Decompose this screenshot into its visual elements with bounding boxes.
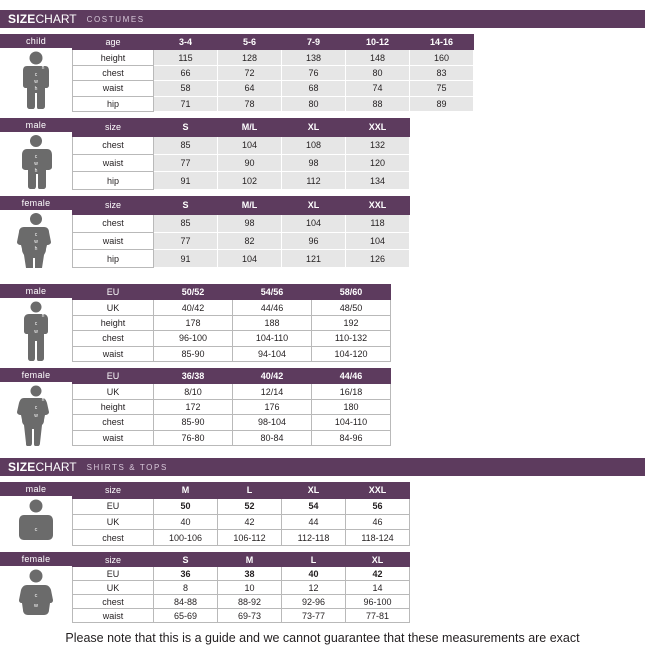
header-label: size <box>73 553 154 567</box>
header-label: EU <box>73 285 154 300</box>
female-figure-tall <box>0 382 72 448</box>
cell: 12 <box>282 581 346 595</box>
row-label: hip <box>73 250 154 268</box>
table-row-header <box>73 553 451 567</box>
col-header-5: 14-16 <box>410 35 474 50</box>
table-row <box>73 595 451 609</box>
row-label: chest <box>73 530 154 546</box>
cell: 56 <box>346 498 410 514</box>
col-header-1: 36/38 <box>154 369 233 384</box>
banner-size-word: SIZE <box>8 12 36 26</box>
cell: 77-81 <box>346 609 410 623</box>
header-label: size <box>73 119 154 137</box>
cell: 84-88 <box>154 595 218 609</box>
cell <box>410 609 451 623</box>
table-male-eu <box>72 284 440 362</box>
cell: 85 <box>154 136 218 154</box>
cell: 16/18 <box>312 384 391 399</box>
cell: 48/50 <box>312 300 391 315</box>
header-label: EU <box>73 369 154 384</box>
male-figure-column <box>0 118 72 190</box>
male-figure <box>0 132 72 192</box>
cell: 104 <box>218 250 282 268</box>
table-row-header <box>73 197 474 215</box>
cell: 92-96 <box>282 595 346 609</box>
cell: 72 <box>218 65 282 80</box>
cell: 42 <box>218 514 282 530</box>
col-header-2: L <box>218 483 282 499</box>
child-figure <box>0 48 72 114</box>
cell: 134 <box>346 172 410 190</box>
female-tall-figure-column <box>0 368 72 446</box>
table-row-header <box>73 119 474 137</box>
table-row <box>73 581 451 595</box>
col-header-3: L <box>282 553 346 567</box>
svg-text:w: w <box>34 603 38 609</box>
female-figure <box>0 210 72 270</box>
col-header-1: S <box>154 197 218 215</box>
cell: 118 <box>346 214 410 232</box>
cell: 115 <box>154 50 218 65</box>
svg-text:c: c <box>34 321 38 327</box>
cell <box>391 384 440 399</box>
block-male-costume <box>0 118 645 190</box>
cell: 76 <box>282 65 346 80</box>
tag-female: female <box>0 196 72 210</box>
table-row <box>73 214 474 232</box>
svg-text:w: w <box>34 79 38 85</box>
table-row <box>73 154 474 172</box>
svg-text:c: c <box>34 232 38 238</box>
col-header-3: 58/60 <box>312 285 391 300</box>
row-label: EU <box>73 567 154 581</box>
tag-female: female <box>0 552 72 566</box>
banner-subtitle: COSTUMES <box>86 14 145 24</box>
banner-chart-word: CHART <box>35 460 77 474</box>
block-male-shirt <box>0 482 645 546</box>
cell: 77 <box>154 232 218 250</box>
svg-text:h: h <box>34 86 38 92</box>
row-label: waist <box>73 81 154 96</box>
table-row <box>73 530 451 546</box>
female-figure-column <box>0 196 72 268</box>
col-header-5 <box>410 483 451 499</box>
table-row <box>73 136 474 154</box>
cell <box>391 315 440 330</box>
block-female-eu <box>0 368 645 446</box>
col-header-3: 7-9 <box>282 35 346 50</box>
cell: 54 <box>282 498 346 514</box>
cell: 104-120 <box>312 346 391 361</box>
row-label: UK <box>73 581 154 595</box>
block-male-eu <box>0 284 645 362</box>
male-tall-figure-column <box>0 284 72 362</box>
row-label: waist <box>73 232 154 250</box>
cell: 104 <box>218 136 282 154</box>
col-header-4: XL <box>346 553 410 567</box>
table-row-header <box>73 285 440 300</box>
row-label: chest <box>73 415 154 430</box>
col-header-4: XXL <box>346 483 410 499</box>
cell: 94-104 <box>233 346 312 361</box>
tag-male: male <box>0 284 72 298</box>
banner-chart-word: CHART <box>35 12 77 26</box>
cell: 98 <box>218 214 282 232</box>
svg-text:w: w <box>34 239 38 245</box>
col-header-1: S <box>154 553 218 567</box>
cell: 118-124 <box>346 530 410 546</box>
cell: 36 <box>154 567 218 581</box>
svg-text:c: c <box>34 405 38 411</box>
header-label: size <box>73 483 154 499</box>
table-row <box>73 65 474 80</box>
cell: 65-69 <box>154 609 218 623</box>
col-header-1: S <box>154 119 218 137</box>
cell: 138 <box>282 50 346 65</box>
table-male-costume <box>72 118 474 190</box>
row-label: waist <box>73 154 154 172</box>
cell: 188 <box>233 315 312 330</box>
cell <box>391 300 440 315</box>
cell: 96-100 <box>154 331 233 346</box>
cell <box>410 214 474 232</box>
table-row <box>73 232 474 250</box>
banner-shirts-tops <box>0 458 645 476</box>
cell: 192 <box>312 315 391 330</box>
banner-costumes <box>0 10 645 28</box>
cell: 38 <box>218 567 282 581</box>
cell: 126 <box>346 250 410 268</box>
col-header-4: XXL <box>346 119 410 137</box>
tag-female: female <box>0 368 72 382</box>
cell: 91 <box>154 172 218 190</box>
table-row <box>73 609 451 623</box>
cell: 80 <box>346 65 410 80</box>
male-torso <box>0 496 72 548</box>
table-row <box>73 415 440 430</box>
cell: 44 <box>282 514 346 530</box>
table-row <box>73 250 474 268</box>
row-label: chest <box>73 136 154 154</box>
cell: 68 <box>282 81 346 96</box>
cell <box>410 136 474 154</box>
cell: 82 <box>218 232 282 250</box>
cell <box>410 232 474 250</box>
svg-text:h: h <box>41 313 45 319</box>
cell: 52 <box>218 498 282 514</box>
row-label: chest <box>73 331 154 346</box>
cell: 148 <box>346 50 410 65</box>
row-label: height <box>73 50 154 65</box>
col-header-1: 50/52 <box>154 285 233 300</box>
cell: 89 <box>410 96 474 111</box>
cell: 102 <box>218 172 282 190</box>
cell: 90 <box>218 154 282 172</box>
row-label: hip <box>73 172 154 190</box>
cell: 112 <box>282 172 346 190</box>
row-label: waist <box>73 609 154 623</box>
cell <box>410 530 451 546</box>
cell <box>391 430 440 445</box>
cell: 66 <box>154 65 218 80</box>
col-header-2: M/L <box>218 197 282 215</box>
col-header-4: 10-12 <box>346 35 410 50</box>
cell: 76-80 <box>154 430 233 445</box>
row-label: UK <box>73 300 154 315</box>
cell: 46 <box>346 514 410 530</box>
table-child <box>72 34 474 112</box>
cell: 10 <box>218 581 282 595</box>
cell: 112-118 <box>282 530 346 546</box>
cell: 85 <box>154 214 218 232</box>
row-label: waist <box>73 346 154 361</box>
cell <box>410 581 451 595</box>
cell: 96-100 <box>346 595 410 609</box>
table-female-costume <box>72 196 474 268</box>
block-female-shirt <box>0 552 645 623</box>
cell: 50 <box>154 498 218 514</box>
col-header-3: XL <box>282 197 346 215</box>
cell: 96 <box>282 232 346 250</box>
table-row <box>73 96 474 111</box>
header-label: age <box>73 35 154 50</box>
cell: 78 <box>218 96 282 111</box>
svg-text:h: h <box>41 397 45 403</box>
row-label: UK <box>73 384 154 399</box>
cell: 58 <box>154 81 218 96</box>
banner-subtitle: SHIRTS & TOPS <box>86 462 168 472</box>
cell <box>410 498 451 514</box>
table-row <box>73 384 440 399</box>
cell: 121 <box>282 250 346 268</box>
table-row <box>73 81 474 96</box>
table-row-header <box>73 35 474 50</box>
block-female-costume <box>0 196 645 268</box>
table-row <box>73 172 474 190</box>
cell: 80 <box>282 96 346 111</box>
cell: 74 <box>346 81 410 96</box>
male-torso-column <box>0 482 72 546</box>
cell: 104-110 <box>233 331 312 346</box>
cell: 88 <box>346 96 410 111</box>
table-row <box>73 331 440 346</box>
cell: 106-112 <box>218 530 282 546</box>
svg-text:h: h <box>34 246 38 252</box>
table-row-header <box>73 369 440 384</box>
cell <box>391 415 440 430</box>
block-child <box>0 34 645 112</box>
col-header-4 <box>391 285 440 300</box>
cell: 75 <box>410 81 474 96</box>
col-header-4: XXL <box>346 197 410 215</box>
spacer <box>0 268 645 278</box>
cell: 91 <box>154 250 218 268</box>
table-row <box>73 315 440 330</box>
svg-text:h: h <box>41 65 45 71</box>
col-header-3: XL <box>282 119 346 137</box>
cell: 42 <box>346 567 410 581</box>
table-row <box>73 430 440 445</box>
cell: 71 <box>154 96 218 111</box>
col-header-4 <box>391 369 440 384</box>
row-label: UK <box>73 514 154 530</box>
col-header-2: M <box>218 553 282 567</box>
table-male-shirt <box>72 482 451 546</box>
svg-text:w: w <box>34 413 38 419</box>
row-label: waist <box>73 430 154 445</box>
cell: 98 <box>282 154 346 172</box>
table-female-shirt <box>72 552 451 623</box>
cell: 40/42 <box>154 300 233 315</box>
cell: 14 <box>346 581 410 595</box>
cell: 8/10 <box>154 384 233 399</box>
svg-text:h: h <box>34 168 38 174</box>
cell: 84-96 <box>312 430 391 445</box>
cell: 108 <box>282 136 346 154</box>
svg-text:w: w <box>34 161 38 167</box>
cell: 104 <box>282 214 346 232</box>
cell: 77 <box>154 154 218 172</box>
row-label: chest <box>73 65 154 80</box>
svg-text:c: c <box>34 593 38 599</box>
cell: 128 <box>218 50 282 65</box>
tag-male: male <box>0 118 72 132</box>
cell: 85-90 <box>154 346 233 361</box>
cell <box>391 399 440 414</box>
male-figure-tall <box>0 298 72 364</box>
col-header-3: 44/46 <box>312 369 391 384</box>
cell: 44/46 <box>233 300 312 315</box>
cell: 83 <box>410 65 474 80</box>
cell: 178 <box>154 315 233 330</box>
female-torso <box>0 566 72 625</box>
svg-text:c: c <box>34 527 38 533</box>
footer-note: Please note that this is a guide and we cannot guarantee that these measurements are exact <box>65 631 580 645</box>
size-chart-page <box>0 10 645 655</box>
cell <box>410 595 451 609</box>
svg-text:c: c <box>34 154 38 160</box>
cell: 104-110 <box>312 415 391 430</box>
table-row-header <box>73 483 451 499</box>
child-figure-column <box>0 34 72 112</box>
cell: 64 <box>218 81 282 96</box>
table-row <box>73 50 474 65</box>
cell: 100-106 <box>154 530 218 546</box>
cell: 176 <box>233 399 312 414</box>
cell: 12/14 <box>233 384 312 399</box>
table-female-eu <box>72 368 440 446</box>
cell: 132 <box>346 136 410 154</box>
col-header-5 <box>410 119 474 137</box>
svg-text:c: c <box>34 72 38 78</box>
table-row <box>73 514 451 530</box>
cell: 40 <box>282 567 346 581</box>
col-header-3: XL <box>282 483 346 499</box>
cell <box>410 172 474 190</box>
cell: 172 <box>154 399 233 414</box>
cell <box>410 514 451 530</box>
cell: 104 <box>346 232 410 250</box>
female-torso-column <box>0 552 72 623</box>
cell: 80-84 <box>233 430 312 445</box>
col-header-2: 5-6 <box>218 35 282 50</box>
row-label: EU <box>73 498 154 514</box>
cell: 120 <box>346 154 410 172</box>
cell: 8 <box>154 581 218 595</box>
table-row <box>73 399 440 414</box>
cell: 88-92 <box>218 595 282 609</box>
cell: 98-104 <box>233 415 312 430</box>
cell <box>391 346 440 361</box>
col-header-5 <box>410 197 474 215</box>
svg-text:w: w <box>34 329 38 335</box>
cell <box>391 331 440 346</box>
cell: 110-132 <box>312 331 391 346</box>
banner-size-word: SIZE <box>8 460 36 474</box>
col-header-1: 3-4 <box>154 35 218 50</box>
tag-male: male <box>0 482 72 496</box>
tag-child: child <box>0 34 72 48</box>
cell: 73-77 <box>282 609 346 623</box>
col-header-1: M <box>154 483 218 499</box>
cell <box>410 250 474 268</box>
row-label: height <box>73 315 154 330</box>
table-row <box>73 567 451 581</box>
cell: 40 <box>154 514 218 530</box>
col-header-2: M/L <box>218 119 282 137</box>
table-row <box>73 300 440 315</box>
row-label: hip <box>73 96 154 111</box>
cell: 69-73 <box>218 609 282 623</box>
table-row <box>73 498 451 514</box>
cell <box>410 154 474 172</box>
row-label: chest <box>73 214 154 232</box>
cell: 160 <box>410 50 474 65</box>
row-label: chest <box>73 595 154 609</box>
header-label: size <box>73 197 154 215</box>
col-header-5 <box>410 553 451 567</box>
cell: 180 <box>312 399 391 414</box>
table-row <box>73 346 440 361</box>
cell <box>410 567 451 581</box>
col-header-2: 54/56 <box>233 285 312 300</box>
col-header-2: 40/42 <box>233 369 312 384</box>
cell: 85-90 <box>154 415 233 430</box>
row-label: height <box>73 399 154 414</box>
